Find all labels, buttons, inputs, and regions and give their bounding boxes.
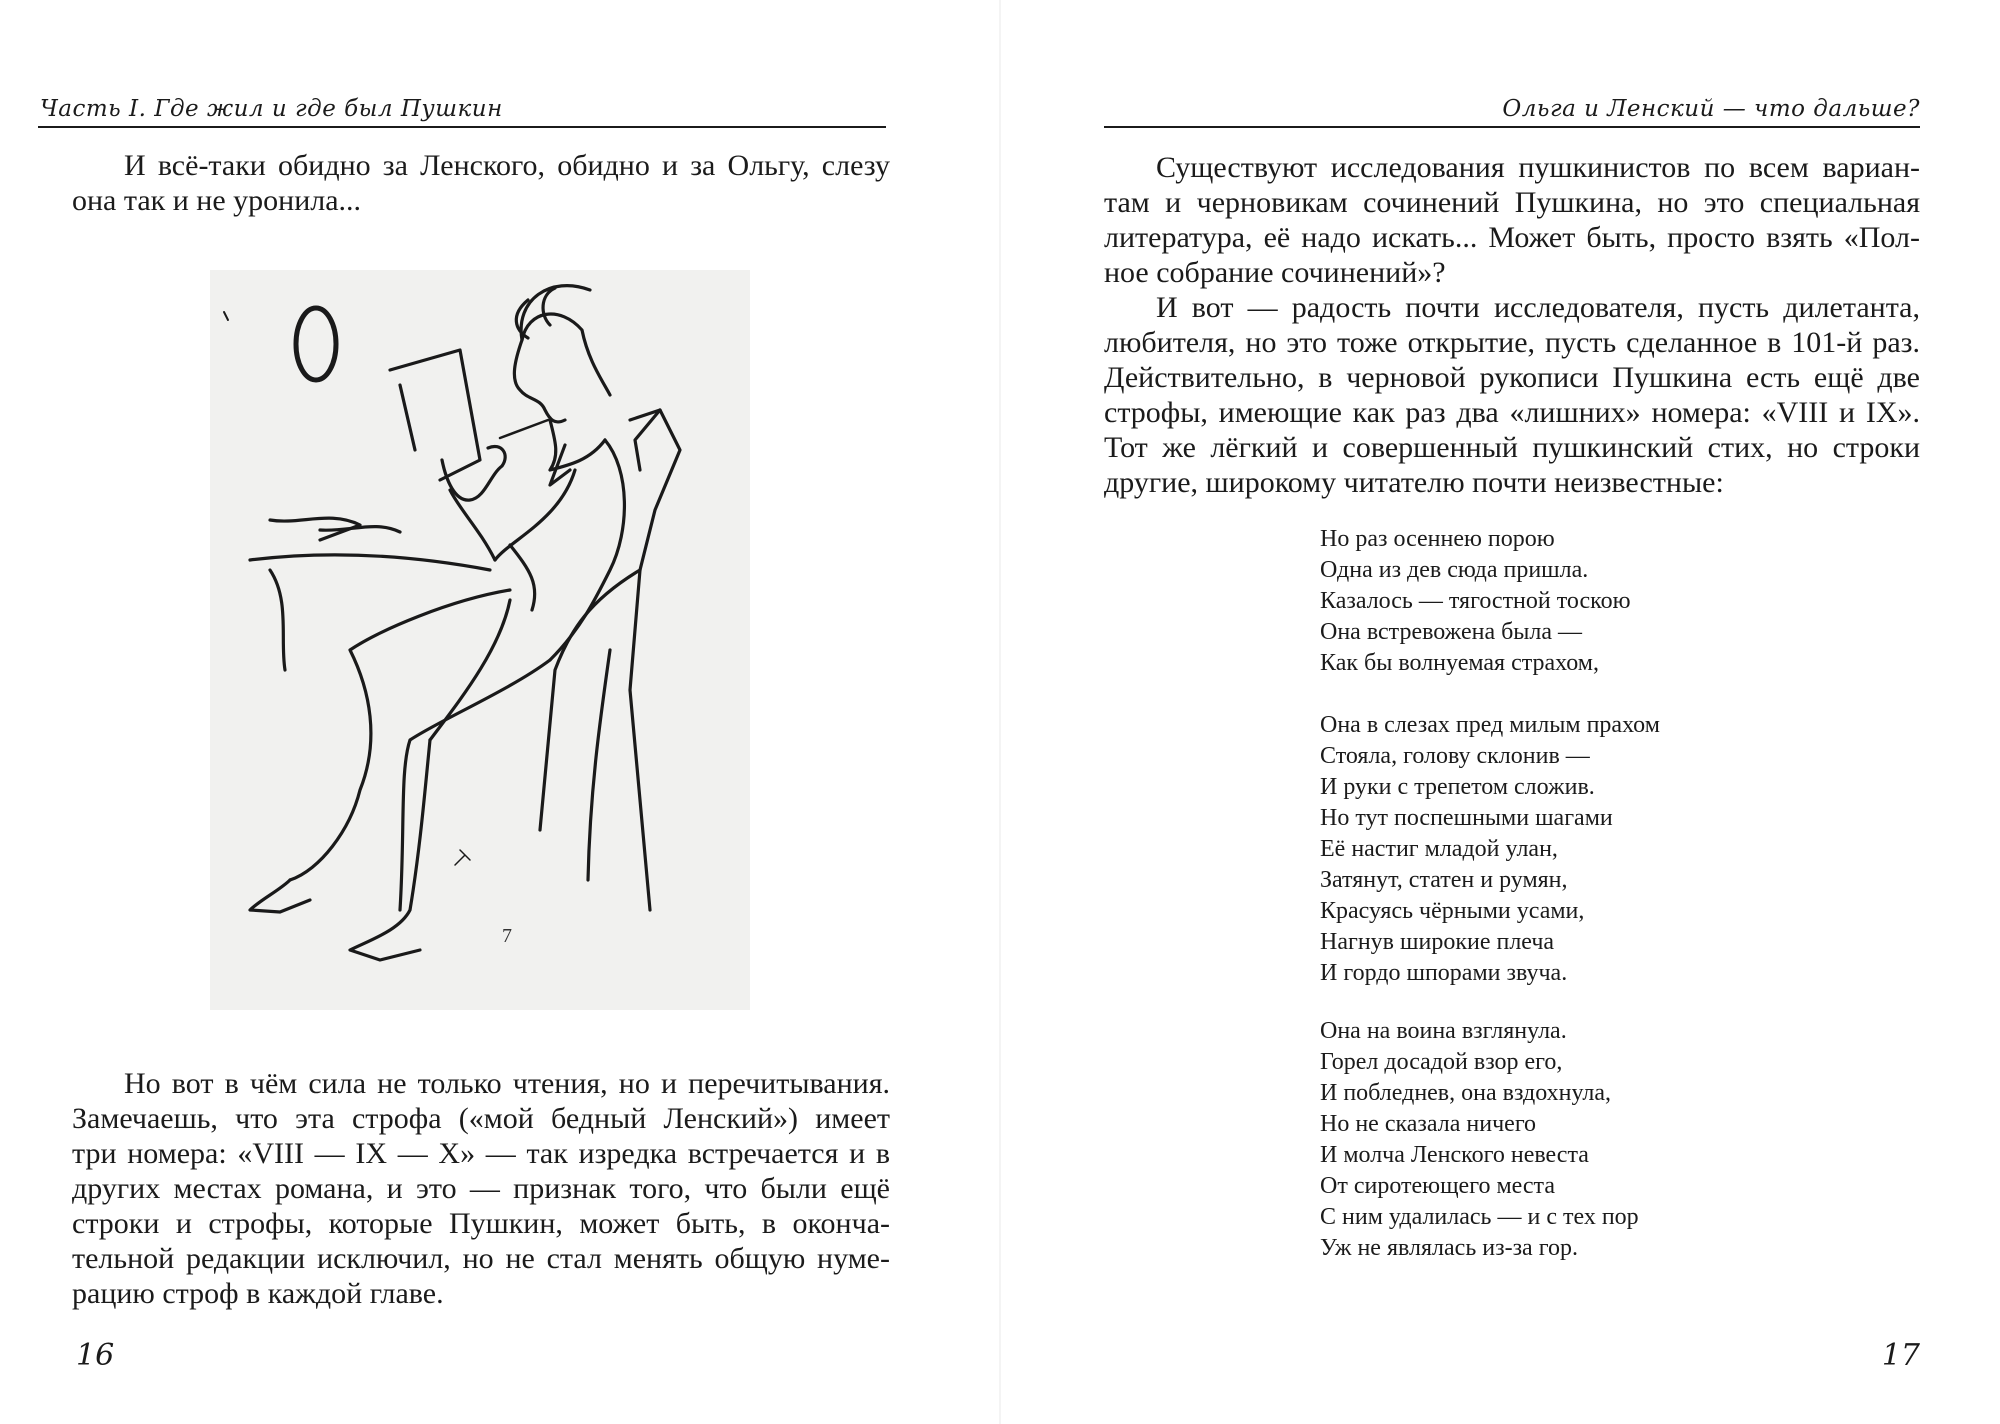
text-line: она так и не уронила... bbox=[72, 184, 362, 217]
sketch-pencil-mark: 7 bbox=[502, 925, 512, 947]
verse-line: И молча Ленского невеста bbox=[1320, 1142, 1589, 1168]
text-line: И вот — радость почти исследователя, пусть дилетанта, bbox=[1156, 291, 1920, 324]
verse-line: Но не сказала ничего bbox=[1320, 1111, 1537, 1137]
text-line: строфы, имеющие как раз два «лишних» номера: «VIII и IX». bbox=[1104, 396, 1920, 429]
verse-line: Казалось — тягостной тоскою bbox=[1320, 588, 1631, 614]
verse-line: И гордо шпорами звуча. bbox=[1320, 960, 1568, 986]
verse-line: Её настиг младой улан, bbox=[1320, 836, 1558, 862]
text-line: другие, широкому читателю почти неизвестные: bbox=[1104, 466, 1724, 499]
verse-line: Стояла, голову склонив — bbox=[1320, 743, 1590, 769]
verse-stanza-1 bbox=[1320, 524, 1631, 679]
verse-line: От сиротеющего места bbox=[1320, 1173, 1555, 1199]
right-page-number: 17 bbox=[1881, 1338, 1920, 1373]
right-header-rule bbox=[1104, 126, 1920, 128]
text-line: три номера: «VIII — IX — X» — так изредка встречается и в bbox=[72, 1137, 890, 1170]
left-intro-paragraph bbox=[72, 148, 890, 218]
verse-line: Затянут, статен и румян, bbox=[1320, 867, 1568, 893]
right-running-head: Ольга и Ленский — что дальше? bbox=[1502, 96, 1920, 122]
left-page-number: 16 bbox=[76, 1338, 115, 1373]
verse-line: Она на воина взглянула. bbox=[1320, 1018, 1567, 1044]
verse-line: Она встревожена была — bbox=[1320, 619, 1583, 645]
verse-line: Горел досадой взор его, bbox=[1320, 1049, 1563, 1075]
verse-line: Уж не являлась из-за гор. bbox=[1320, 1235, 1578, 1261]
text-line: там и черновикам сочинений Пушкина, но это специальная bbox=[1104, 186, 1920, 219]
left-running-head: Часть I. Где жил и где был Пушкин bbox=[40, 96, 503, 122]
right-paragraph-1 bbox=[1104, 150, 1920, 290]
right-paragraph-2 bbox=[1104, 290, 1920, 500]
text-line: любителя, но это тоже открытие, пусть сделанное в 101-й раз. bbox=[1104, 326, 1920, 359]
text-line: И всё-таки обидно за Ленского, обидно и за Ольгу, слезу bbox=[124, 149, 890, 182]
verse-line: И руки с трепетом сложив. bbox=[1320, 774, 1595, 800]
verse-stanza-2 bbox=[1320, 710, 1660, 989]
text-line: других местах романа, и это — признак того, что были ещё bbox=[72, 1172, 890, 1205]
text-line: строки и строфы, которые Пушкин, может быть, в оконча- bbox=[72, 1207, 890, 1240]
verse-line: Красуясь чёрными усами, bbox=[1320, 898, 1585, 924]
verse-line: Она в слезах пред милым прахом bbox=[1320, 712, 1660, 738]
sketch-drawing bbox=[210, 270, 750, 1010]
verse-line: Как бы волнуемая страхом, bbox=[1320, 650, 1599, 676]
pushkin-writing-sketch-icon bbox=[210, 270, 750, 1010]
left-body-paragraph bbox=[72, 1066, 890, 1311]
text-line: Тот же лёгкий и совершенный пушкинский стих, но строки bbox=[1104, 431, 1920, 464]
text-line: Действительно, в черновой рукописи Пушкина есть ещё две bbox=[1104, 361, 1920, 394]
text-line: тельной редакции исключил, но не стал менять общую нуме- bbox=[72, 1242, 890, 1275]
text-line: ное собрание сочинений»? bbox=[1104, 256, 1446, 289]
verse-line: С ним удалилась — и с тех пор bbox=[1320, 1204, 1639, 1230]
verse-line: И побледнев, она вздохнула, bbox=[1320, 1080, 1612, 1106]
verse-line: Одна из дев сюда пришла. bbox=[1320, 557, 1589, 583]
right-page bbox=[1000, 0, 2000, 1424]
verse-line: Нагнув широкие плеча bbox=[1320, 929, 1555, 955]
text-line: Существуют исследования пушкинистов по всем вариан- bbox=[1156, 151, 1920, 184]
text-line: Но вот в чём сила не только чтения, но и перечитывания. bbox=[124, 1067, 890, 1100]
verse-stanza-3 bbox=[1320, 1016, 1639, 1264]
text-line: литература, её надо искать... Может быть, просто взять «Пол- bbox=[1104, 221, 1920, 254]
text-line: Замечаешь, что эта строфа («мой бедный Ленский») имеет bbox=[72, 1102, 890, 1135]
text-line: рацию строф в каждой главе. bbox=[72, 1277, 444, 1310]
verse-line: Но раз осеннею порою bbox=[1320, 526, 1555, 552]
verse-line: Но тут поспешными шагами bbox=[1320, 805, 1613, 831]
left-header-rule bbox=[38, 126, 886, 128]
